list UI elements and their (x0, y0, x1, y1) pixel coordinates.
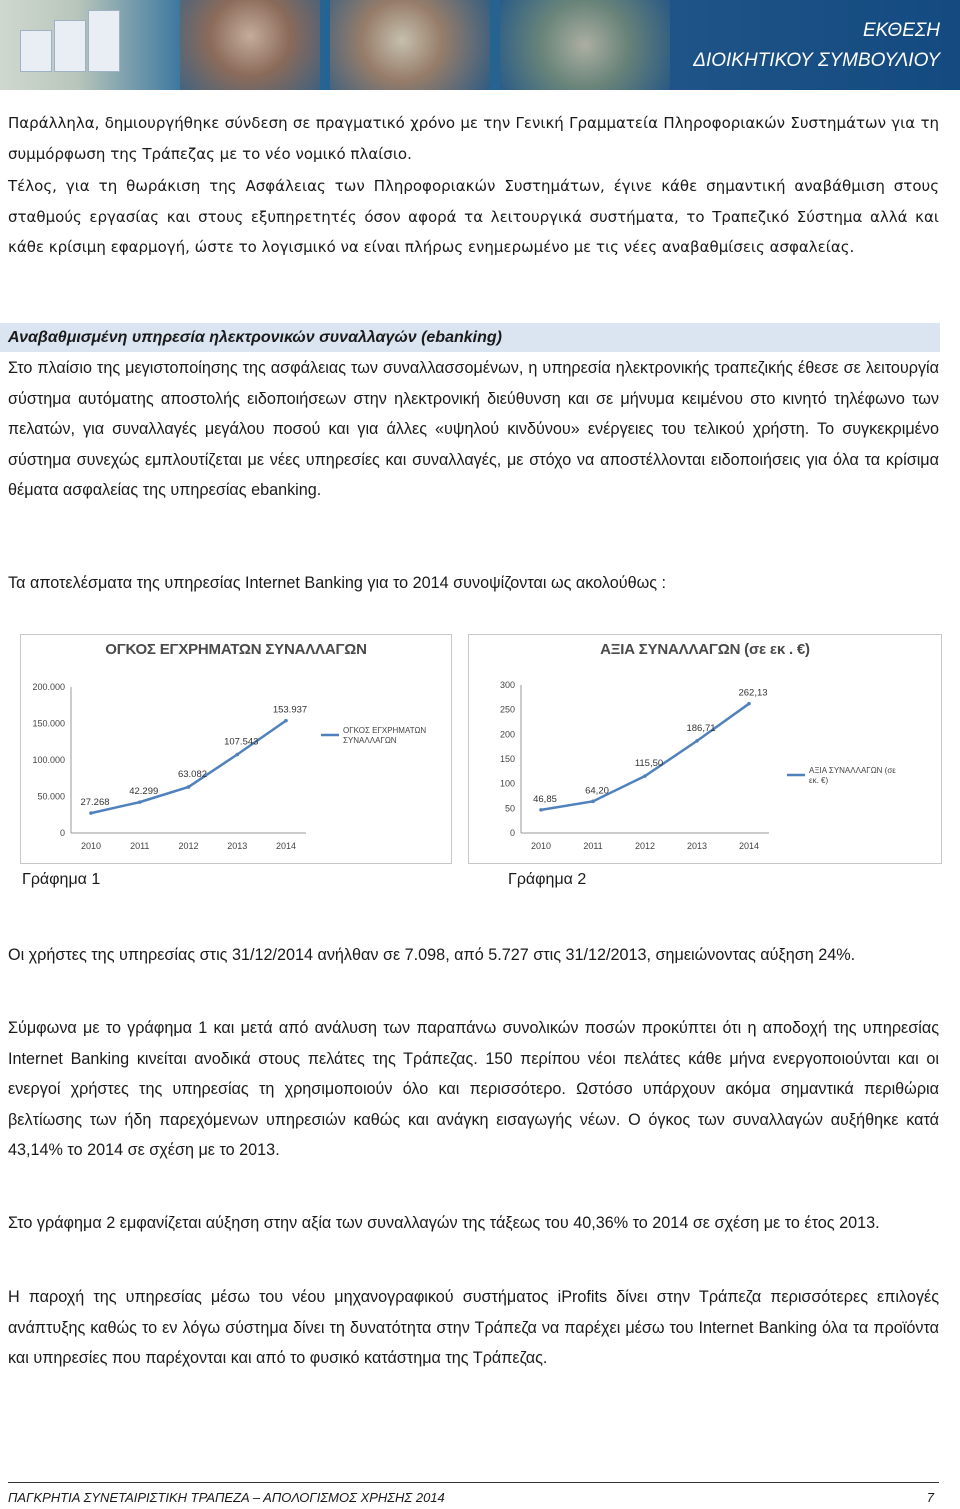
y-tick-label: 100.000 (32, 755, 65, 765)
chart-caption: Γράφημα 2 (508, 871, 587, 888)
data-label: 63.082 (177, 768, 208, 780)
data-point (89, 811, 93, 815)
data-point (187, 785, 191, 789)
page-number: 7 (926, 1490, 934, 1505)
x-tick-label: 2011 (130, 841, 150, 851)
data-point (138, 800, 142, 804)
y-tick-label: 150 (499, 754, 515, 764)
header-photo (180, 0, 320, 90)
paragraph: Η παροχή της υπηρεσίας μέσω του νέου μηχανογραφικού συστήματος iProfits δίνει στην Τράπεζα περισσότερες επιλογές ανάπτυξης καθώς το εν λόγω σύστημα δίνει τη δυνατότητα στην Τράπεζα να παρέχει μέσω του Internet Banking όλα τα προϊόντα και υπηρεσίες που παρέχονται και από το φυσικό κατάστημα της Τράπεζας. (8, 1288, 939, 1367)
data-point (643, 774, 647, 778)
y-tick-label: 200.000 (32, 682, 65, 692)
legend-label-line: ΑΞΙΑ ΣΥΝΑΛΛΑΓΩΝ (σε (809, 766, 896, 775)
y-tick-label: 200 (499, 729, 515, 740)
legend-label-line: ΣΥΝΑΛΛΑΓΩΝ (343, 736, 397, 745)
header-title-line2: ΔΙΟΙΚΗΤΙΚΟΥ ΣΥΜΒΟΥΛΙΟΥ (693, 50, 940, 71)
chart-caption: Γράφημα 1 (22, 871, 101, 888)
data-label: 42.299 (129, 786, 159, 798)
data-label: 153.937 (272, 704, 308, 716)
y-tick-label: 50.000 (37, 791, 65, 802)
paragraph: Σύμφωνα με το γράφημα 1 και μετά από ανάλυση των παραπάνω συνολικών ποσών προκύπτει ότι η αποδοχή της υπηρεσίας Internet Banking κινείται ανοδικά στους πελάτες της Τράπεζας. 150 περίπου νέοι πελάτες κάθε μήνα ενεργοποιούνται και οι ενεργοί χρήστες της υπηρεσίας τη χρησιμοποιούν όλο και περισσότερο. Ωστόσο υπάρχουν ακόμα σημαντικά περιθώρια βελτίωσης των ήδη παρεχόμενων υπηρεσιών καθώς και ανάγκη εισαγωγής νέων. Ο όγκος των συναλλαγών αυξήθηκε κατά 43,14% το 2014 σε σχέση με το 2013. (8, 1019, 939, 1159)
footer-divider (8, 1482, 939, 1483)
x-tick-label: 2014 (738, 841, 760, 851)
y-tick-label: 50 (504, 803, 515, 814)
chart-transaction-volume (20, 634, 452, 864)
y-tick-label: 300 (499, 680, 515, 690)
x-tick-label: 2010 (530, 841, 552, 851)
data-label: 46,85 (533, 793, 557, 805)
data-point (747, 702, 751, 706)
header-photo (500, 0, 670, 90)
data-label: 262,13 (738, 687, 768, 699)
chart-plot (21, 635, 451, 863)
x-tick-label: 2013 (686, 841, 708, 851)
series-line (541, 704, 749, 810)
chart-plot (469, 635, 941, 863)
legend-label (343, 726, 426, 745)
x-tick-label: 2012 (634, 841, 656, 851)
page-header (0, 0, 960, 90)
paragraph: Οι χρήστες της υπηρεσίας στις 31/12/2014 ανήλθαν σε 7.098, από 5.727 στις 31/12/2013, σημειώνοντας αύξηση 24%. (8, 946, 856, 964)
paragraph: Τα αποτελέσματα της υπηρεσίας Internet Banking για το 2014 συνοψίζονται ως ακολούθως : (8, 574, 667, 592)
x-tick-label: 2013 (227, 841, 248, 851)
chart-title: ΑΞΙΑ ΣΥΝΑΛΛΑΓΩΝ (σε εκ . €) (600, 641, 810, 658)
legend-label (809, 766, 896, 785)
paragraph: Παράλληλα, δημιουργήθηκε σύνδεση σε πραγματικό χρόνο με την Γενική Γραμματεία Πληροφοριακών Συστημάτων για τη συμμόρφωση της Τράπεζας με το νέο νομικό πλαίσιο. (8, 114, 939, 163)
paragraph: Στο γράφημα 2 εμφανίζεται αύξηση στην αξία των συναλλαγών της τάξεως του 40,36% το 2014 σε σχέση με το έτος 2013. (8, 1214, 880, 1232)
paragraph: Τέλος, για τη θωράκιση της Ασφάλειας των Πληροφοριακών Συστημάτων, έγινε κάθε σημαντική αναβάθμιση στους σταθμούς εργασίας και στους εξυπηρετητές όσον αφορά τα λειτουργικά συστήματα, το Τραπεζικό Σύστημα αλλά και κάθε κρίσιμη εφαρμογή, ώστε το λογισμικό να είναι πλήρως ενημερωμένο με τις νέες αναβαθμίσεις ασφαλείας. (8, 177, 939, 256)
footer-text: ΠΑΓΚΡΗΤΙΑ ΣΥΝΕΤΑΙΡΙΣΤΙΚΗ ΤΡΑΠΕΖΑ – ΑΠΟΛΟΓΙΣΜΟΣ ΧΡΗΣΗΣ 2014 (8, 1490, 445, 1505)
data-point (695, 739, 699, 743)
data-label: 27.268 (80, 797, 110, 809)
header-title-line1: ΕΚΘΕΣΗ (862, 20, 940, 41)
chart-title: ΟΓΚΟΣ ΕΓΧΡΗΜΑΤΩΝ ΣΥΝΑΛΛΑΓΩΝ (105, 641, 367, 658)
x-tick-label: 2010 (80, 841, 102, 851)
section-heading: Αναβαθμισμένη υπηρεσία ηλεκτρονικών συναλλαγών (ebanking) (0, 323, 940, 352)
x-tick-label: 2011 (583, 841, 603, 851)
data-label: 115,50 (634, 758, 664, 770)
x-tick-label: 2014 (275, 841, 297, 851)
chart-transaction-value (468, 634, 942, 864)
x-tick-label: 2012 (178, 841, 199, 851)
data-point (284, 719, 288, 723)
data-label: 64,20 (585, 785, 609, 797)
data-point (235, 753, 239, 757)
y-tick-label: 250 (499, 704, 515, 715)
y-tick-label: 0 (509, 828, 515, 838)
data-label: 186,71 (686, 722, 716, 734)
y-tick-label: 0 (59, 828, 65, 838)
legend-label-line: ΟΓΚΟΣ ΕΓΧΡΗΜΑΤΩΝ (343, 726, 427, 735)
data-label: 107.543 (224, 736, 259, 748)
data-point (539, 808, 543, 812)
y-tick-label: 150.000 (32, 718, 65, 729)
data-point (591, 800, 595, 804)
legend-label-line: εκ. €) (809, 776, 829, 785)
bank-logo (20, 10, 140, 80)
series-line (91, 721, 286, 813)
y-tick-label: 100 (499, 778, 515, 789)
header-title (693, 16, 940, 76)
header-photo (330, 0, 490, 90)
paragraph: Στο πλαίσιο της μεγιστοποίησης της ασφάλειας των συναλλασσομένων, η υπηρεσία ηλεκτρονικής τραπεζικής έθεσε σε λειτουργία σύστημα αυτόματης αποστολής ειδοποιήσεων στην ηλεκτρονική διεύθυνση και σε μήνυμα κειμένου στο κινητό τηλέφωνο των πελατών, για συναλλαγές μεγάλου ποσού και για άλλες «υψηλού κινδύνου» ενέργειες του τελικού χρήστη. Το συγκεκριμένο σύστημα συνεχώς εμπλουτίζεται με νέες υπηρεσίες και συναλλαγές, με στόχο να αποστέλλονται ειδοποιήσεις για όλα τα κρίσιμα θέματα ασφαλείας της υπηρεσίας ebanking. (8, 359, 939, 499)
